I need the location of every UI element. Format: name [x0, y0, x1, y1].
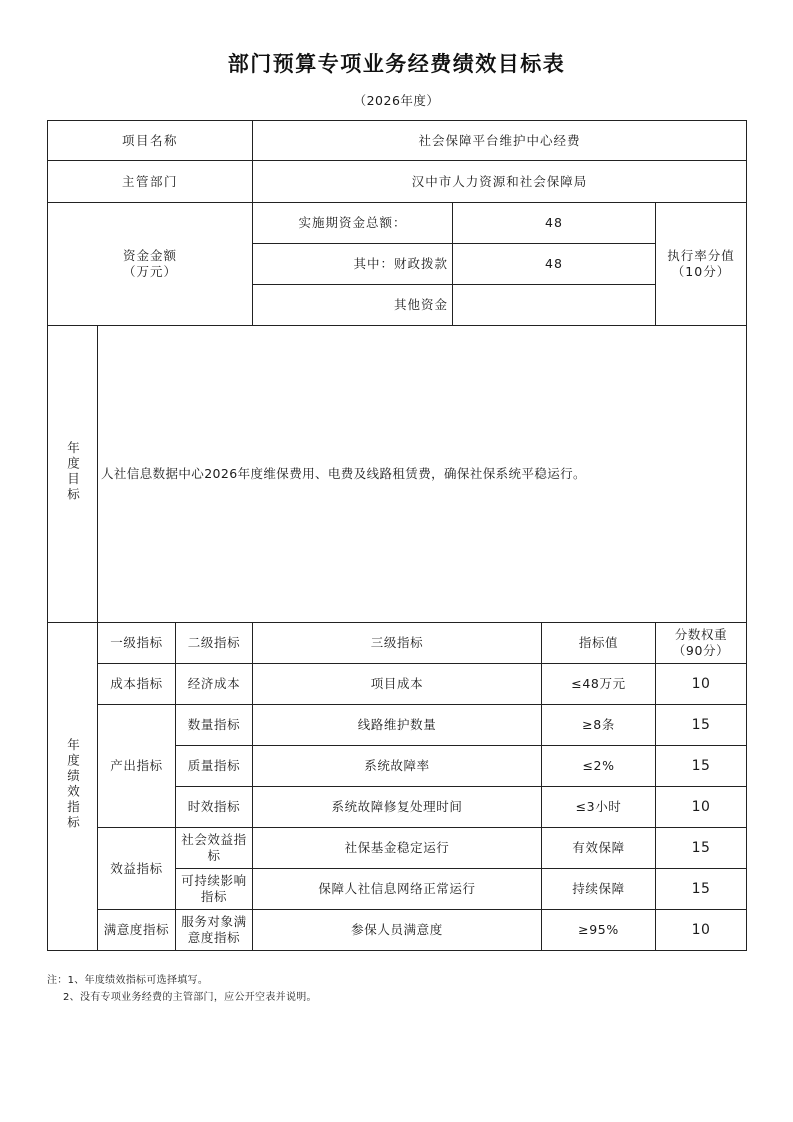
indicator-value: ≥8条	[542, 705, 656, 746]
annual-goal-row	[48, 326, 747, 623]
indicator-row	[48, 664, 747, 705]
indicator-level3: 社保基金稳定运行	[253, 828, 542, 869]
total-funds-label: 实施期资金总额：	[253, 203, 453, 244]
indicator-level2: 经济成本	[176, 664, 253, 705]
header-level2: 二级指标	[176, 623, 253, 664]
indicator-value: 持续保障	[542, 869, 656, 910]
project-name-value: 社会保障平台维护中心经费	[253, 121, 747, 161]
project-row	[48, 121, 747, 161]
execution-score-label: 执行率分值	[667, 248, 735, 263]
indicator-level3: 参保人员满意度	[253, 910, 542, 951]
indicator-value: ≤3小时	[542, 787, 656, 828]
indicator-header-row	[48, 623, 747, 664]
funds-amount-unit: （万元）	[122, 264, 177, 279]
fiscal-funds-value: 48	[453, 244, 656, 285]
indicator-level2: 可持续影响指标	[176, 869, 253, 910]
fiscal-funds-label: 其中：财政拨款	[253, 244, 453, 285]
indicator-weight: 15	[656, 869, 747, 910]
header-weight-cell	[656, 623, 747, 664]
year-subtitle: （2026年度）	[353, 93, 440, 108]
other-funds-label: 其他资金	[253, 285, 453, 326]
level1-output: 产出指标	[98, 705, 176, 828]
department-row	[48, 161, 747, 203]
total-funds-value: 48	[453, 203, 656, 244]
funds-total-row	[48, 203, 747, 244]
indicator-weight: 15	[656, 828, 747, 869]
funds-amount-label: 资金金额	[122, 248, 177, 263]
funds-amount-cell	[48, 203, 253, 326]
header-level3: 三级指标	[253, 623, 542, 664]
header-weight: 分数权重	[674, 627, 728, 642]
level1-cost: 成本指标	[98, 664, 176, 705]
other-funds-value	[453, 285, 656, 326]
indicator-row	[48, 828, 747, 869]
header-level1: 一级指标	[98, 623, 176, 664]
annual-goal-label: 年度目标	[65, 441, 81, 503]
indicator-weight: 10	[656, 664, 747, 705]
level1-satisfaction: 满意度指标	[98, 910, 176, 951]
footnote-2: 2、没有专项业务经费的主管部门，应公开空表并说明。	[63, 992, 317, 1003]
indicator-level3: 保障人社信息网络正常运行	[253, 869, 542, 910]
indicator-level2: 质量指标	[176, 746, 253, 787]
department-value: 汉中市人力资源和社会保障局	[253, 161, 747, 203]
indicator-level2: 数量指标	[176, 705, 253, 746]
indicators-label: 年度绩效指标	[65, 738, 81, 831]
indicator-level3: 线路维护数量	[253, 705, 542, 746]
indicator-weight: 10	[656, 787, 747, 828]
footnote-1: 注：1、年度绩效指标可选择填写。	[47, 975, 209, 986]
indicator-level3: 系统故障修复处理时间	[253, 787, 542, 828]
document-title: 部门预算专项业务经费绩效目标表	[227, 52, 566, 76]
header-value: 指标值	[542, 623, 656, 664]
indicator-level2: 时效指标	[176, 787, 253, 828]
indicator-value: ≥95%	[542, 910, 656, 951]
execution-score-cell	[656, 203, 747, 326]
department-label: 主管部门	[48, 161, 253, 203]
indicator-value: ≤2%	[542, 746, 656, 787]
performance-target-table	[47, 120, 747, 951]
annual-goal-text: 人社信息数据中心2026年度维保费用、电费及线路租赁费，确保社保系统平稳运行。	[98, 326, 747, 623]
indicator-level2: 服务对象满意度指标	[176, 910, 253, 951]
indicators-label-cell	[48, 623, 98, 951]
indicator-value: ≤48万元	[542, 664, 656, 705]
indicator-level2: 社会效益指标	[176, 828, 253, 869]
indicator-row	[48, 705, 747, 746]
project-name-label: 项目名称	[48, 121, 253, 161]
indicator-row	[48, 910, 747, 951]
indicator-weight: 15	[656, 705, 747, 746]
indicator-weight: 10	[656, 910, 747, 951]
annual-goal-label-cell	[48, 326, 98, 623]
indicator-value: 有效保障	[542, 828, 656, 869]
execution-score-unit: （10分）	[671, 264, 731, 279]
indicator-level3: 系统故障率	[253, 746, 542, 787]
header-weight-total: （90分）	[672, 643, 730, 658]
indicator-level3: 项目成本	[253, 664, 542, 705]
indicator-weight: 15	[656, 746, 747, 787]
level1-benefit: 效益指标	[98, 828, 176, 910]
